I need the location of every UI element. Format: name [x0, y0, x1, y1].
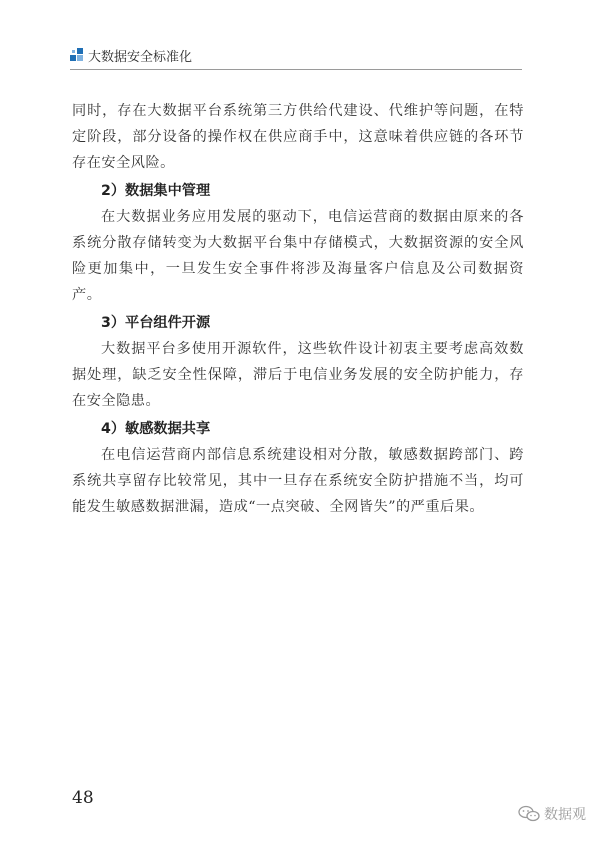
squares-logo-icon — [70, 48, 84, 62]
paragraph-open-source: 大数据平台多使用开源软件，这些软件设计初衷主要考虑高效数据处理，缺乏安全性保障，滞后于电信业务发展的安全防护能力，存在安全隐患。 — [72, 341, 524, 409]
wechat-icon — [518, 805, 540, 823]
section-heading-2: 2）数据集中管理 — [101, 183, 211, 199]
header-rule — [70, 69, 522, 70]
paragraph-data-centralization: 在大数据业务应用发展的驱动下，电信运营商的数据由原来的各系统分散存储转变为大数据平台集中存储模式，大数据资源的安全风险更加集中，一旦发生安全事件将涉及海量客户信息及公司数据资产。 — [72, 209, 524, 303]
paragraph-continued: 同时，存在大数据平台系统第三方供给代建设、代维护等问题，在特定阶段，部分设备的操作权在供应商手中，这意味着供应链的各环节存在安全风险。 — [72, 103, 524, 171]
running-header — [70, 44, 522, 70]
page-number: 48 — [72, 788, 94, 808]
section-heading-3: 3）平台组件开源 — [101, 315, 211, 331]
paragraph-sensitive-sharing: 在电信运营商内部信息系统建设相对分散，敏感数据跨部门、跨系统共享留存比较常见，其中一旦存在系统安全防护措施不当，均可能发生敏感数据泄漏，造成“一点突破、全网皆失”的严重后果。 — [72, 447, 524, 515]
body-text — [72, 98, 524, 520]
watermark — [518, 804, 586, 824]
section-heading-4: 4）敏感数据共享 — [101, 421, 211, 437]
header-title: 大数据安全标准化 — [88, 50, 193, 65]
watermark-text: 数据观 — [544, 807, 586, 823]
